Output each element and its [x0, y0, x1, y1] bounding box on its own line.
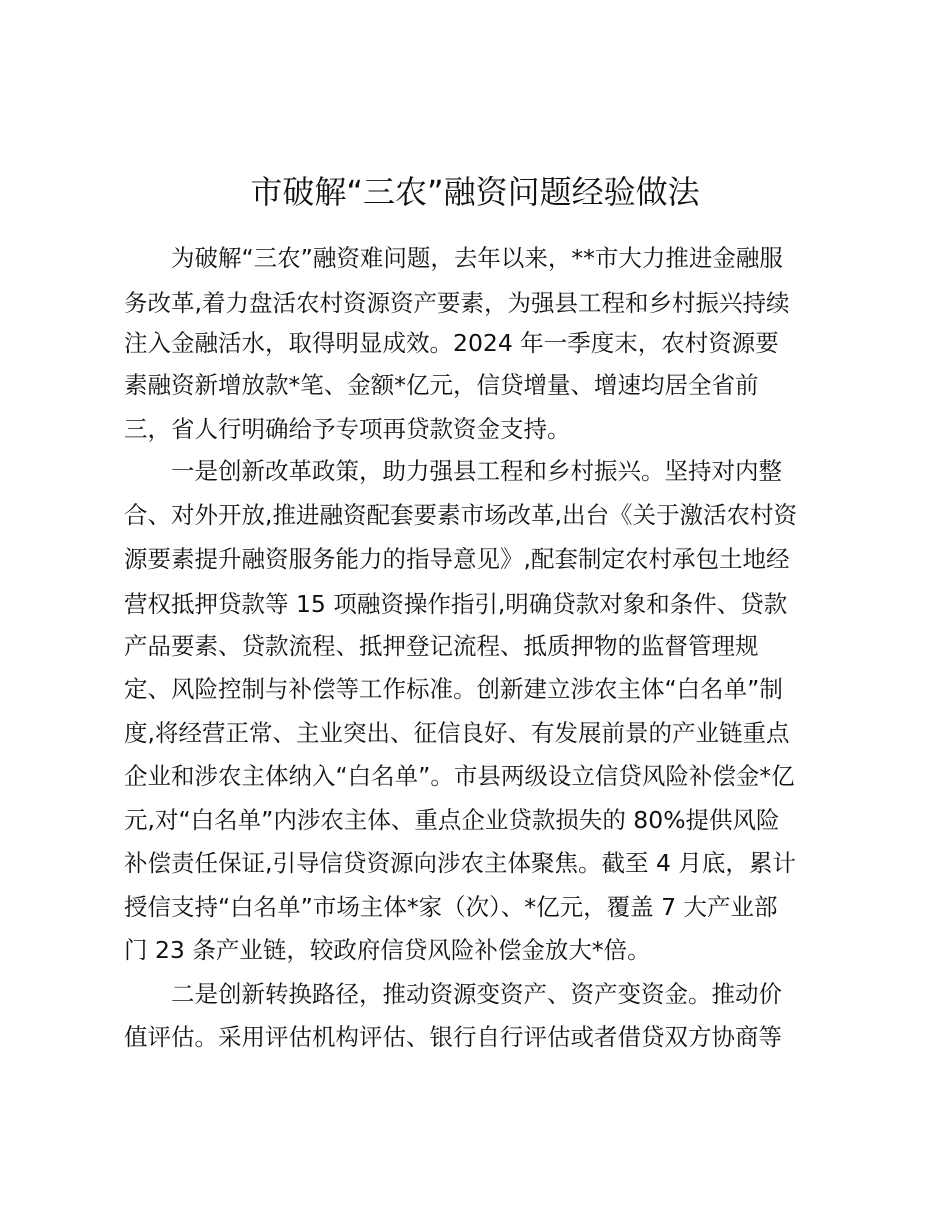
- body-line: 源要素提升融资服务能力的指导意见》,配套制定农村承包土地经: [124, 545, 790, 573]
- body-line: 值评估。采用评估机构评估、银行自行评估或者借贷双方协商等: [124, 1023, 782, 1051]
- body-line: 元,对“白名单”内涉农主体、重点企业贷款损失的 80%提供风险: [124, 806, 780, 834]
- body-line: 补偿责任保证,引导信贷资源向涉农主体聚焦。截至 4 月底，累计: [124, 849, 796, 877]
- body-line: 务改革,着力盘活农村资源资产要素，为强县工程和乡村振兴持续: [124, 289, 790, 317]
- body-line: 素融资新增放款*笔、金额*亿元，信贷增量、增速均居全省前: [124, 371, 759, 399]
- body-line: 为破解“三农”融资难问题，去年以来，**市大力推进金融服: [124, 244, 783, 272]
- body-line: 注入金融活水，取得明显成效。2024 年一季度末，农村资源要: [124, 329, 779, 357]
- body-line: 定、风险控制与补偿等工作标准。创新建立涉农主体“白名单”制: [124, 675, 783, 703]
- body-line: 门 23 条产业链，较政府信贷风险补偿金放大*倍。: [124, 936, 651, 964]
- body-line: 二是创新转换路径，推动资源变资产、资产变资金。推动价: [124, 980, 782, 1008]
- document-title: 市破解“三农”融资问题经验做法: [250, 173, 700, 211]
- body-line: 度,将经营正常、主业突出、征信良好、有发展前景的产业链重点: [124, 719, 790, 747]
- body-line: 授信支持“白名单”市场主体*家（次）、*亿元，覆盖 7 大产业部: [124, 893, 778, 921]
- body-line: 产品要素、贷款流程、抵押登记流程、抵质押物的监督管理规: [124, 632, 759, 660]
- body-line: 企业和涉农主体纳入“白名单”。市县两级设立信贷风险补偿金*亿: [124, 762, 795, 790]
- body-line: 一是创新改革政策，助力强县工程和乡村振兴。坚持对内整: [124, 457, 782, 485]
- body-line: 营权抵押贷款等 15 项融资操作指引,明确贷款对象和条件、贷款: [124, 590, 788, 618]
- body-line: 合、对外开放,推进融资配套要素市场改革,出台《关于激活农村资: [124, 501, 797, 529]
- body-line: 三，省人行明确给予专项再贷款资金支持。: [124, 415, 571, 443]
